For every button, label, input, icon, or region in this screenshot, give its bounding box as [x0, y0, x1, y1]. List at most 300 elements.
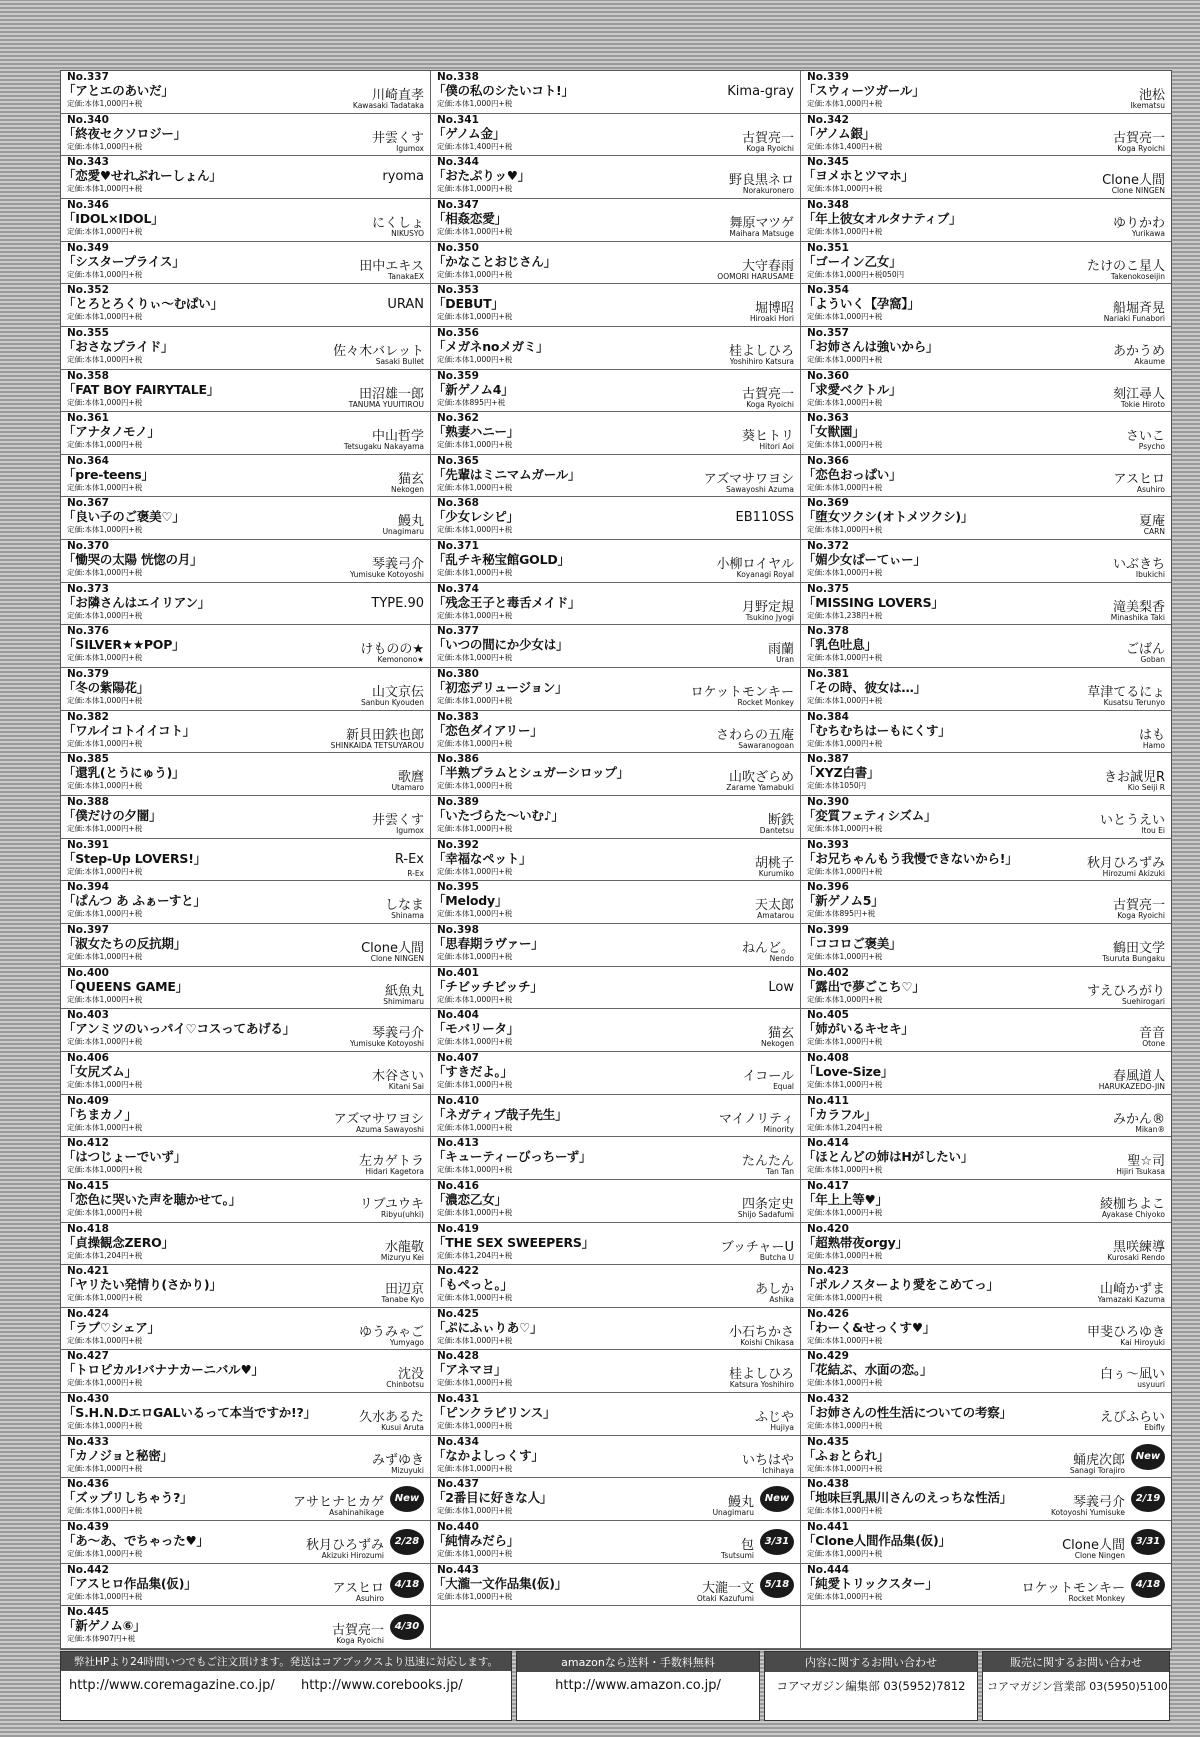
- book-author-romaji: Tetsugaku Nakayama: [343, 442, 424, 452]
- book-author: 大瀧一文: [701, 1580, 754, 1596]
- book-entry: [61, 1478, 431, 1521]
- book-author: はも: [1138, 727, 1165, 743]
- book-entry: [801, 1478, 1171, 1521]
- book-title: 「純情みだら」: [433, 1533, 520, 1549]
- release-badge: New: [390, 1486, 424, 1512]
- book-author-romaji: Yumyago: [389, 1337, 424, 1347]
- book-price: 定価:本体1,000円+税: [437, 909, 513, 919]
- book-author: アスヒロ: [1113, 471, 1165, 487]
- book-title: 「恋色に哭いた声を聴かせて。」: [63, 1191, 242, 1207]
- book-price: 定価:本体1,000円+税: [67, 1293, 143, 1303]
- book-number: No.421: [67, 1265, 109, 1278]
- book-author: きお誠児R: [1103, 770, 1165, 786]
- book-number: No.346: [67, 198, 109, 211]
- book-entry: [801, 1095, 1171, 1138]
- book-title: 「pre-teens」: [63, 466, 154, 482]
- book-entry: [431, 711, 801, 754]
- editorial-contact-heading: 内容に関するお問い合わせ: [765, 1652, 977, 1672]
- book-author-romaji: Hamo: [1142, 740, 1165, 750]
- book-title: 「Step-Up LOVERS!」: [63, 850, 206, 866]
- book-number: No.413: [437, 1137, 479, 1150]
- book-author: 山文京伝: [371, 685, 424, 701]
- book-author: R-Ex: [394, 851, 424, 867]
- book-price: 定価:本体1,000円+税: [437, 1122, 513, 1132]
- book-author-romaji: Takenokoseijin: [1110, 271, 1165, 281]
- book-author: Kima-gray: [727, 84, 794, 99]
- release-badge: 5/18: [760, 1572, 794, 1598]
- book-price: 定価:本体1,000円+税: [807, 1335, 883, 1345]
- book-number: No.375: [807, 582, 849, 595]
- book-author: ふじや: [754, 1410, 794, 1426]
- book-entry: [801, 1052, 1171, 1095]
- book-title: 「乳色吐息」: [803, 637, 877, 653]
- book-number: No.412: [67, 1137, 109, 1150]
- book-author-romaji: Koga Ryoichi: [336, 1636, 384, 1646]
- book-entry: [431, 455, 801, 498]
- book-number: No.396: [807, 881, 849, 894]
- book-number: No.435: [807, 1435, 849, 1448]
- book-author-romaji: Hiroaki Hori: [749, 314, 794, 324]
- book-entry: [61, 199, 431, 242]
- book-author-romaji: NIKUSYO: [391, 228, 424, 238]
- book-title: 「ぱんつ あ ふぁーすと」: [63, 893, 206, 909]
- book-author: Clone人間: [1102, 173, 1165, 189]
- book-number: No.391: [67, 838, 109, 851]
- book-price: 定価:本体1,000円+税: [807, 951, 883, 961]
- book-author-romaji: Minority: [763, 1124, 794, 1134]
- book-author: 古賀亮一: [741, 130, 794, 146]
- book-entry: [801, 540, 1171, 583]
- sales-contact-heading: 販売に関するお問い合わせ: [983, 1652, 1169, 1672]
- book-author-romaji: Ikematsu: [1130, 101, 1165, 110]
- book-entry: [801, 839, 1171, 882]
- book-price: 定価:本体1,238円+税: [807, 610, 883, 620]
- book-price: 定価:本体1,000円+税: [67, 312, 143, 322]
- book-entry: [801, 1564, 1171, 1607]
- book-number: No.357: [807, 326, 849, 339]
- book-entry: [801, 412, 1171, 455]
- book-entry: [431, 1265, 801, 1308]
- book-price: 定価:本体1,000円+税: [437, 568, 513, 578]
- book-author: Low: [768, 979, 794, 995]
- book-entry: [61, 1137, 431, 1180]
- book-catalog-grid: [60, 70, 1172, 1650]
- book-title: 「ぷにふぃりあ♡」: [433, 1319, 543, 1335]
- book-author: あかうめ: [1112, 343, 1165, 359]
- book-price: 定価:本体1,000円+税: [807, 738, 883, 748]
- book-number: No.347: [437, 198, 479, 211]
- book-author-romaji: Amatarou: [757, 911, 794, 921]
- book-author-romaji: Ribyu(uhki): [380, 1209, 424, 1219]
- book-title: 「かなことおじさん」: [433, 253, 557, 269]
- book-author: 久水あるた: [358, 1410, 424, 1426]
- book-author-romaji: Hujiya: [770, 1423, 794, 1433]
- book-entry: [61, 839, 431, 882]
- book-title: 「年上彼女オルタナティブ」: [803, 210, 962, 226]
- book-number: No.432: [807, 1393, 849, 1406]
- book-author: 音音: [1138, 1026, 1165, 1042]
- book-price: 定価:本体1,000円+税: [807, 1463, 883, 1473]
- book-author-romaji: Clone Ningen: [1074, 1551, 1125, 1561]
- book-entry: [61, 497, 431, 540]
- book-price: 定価:本体1,000円+税: [67, 824, 143, 834]
- book-number: No.426: [807, 1307, 849, 1320]
- book-number: No.363: [807, 412, 849, 425]
- book-author: いぶきち: [1112, 557, 1165, 573]
- book-author: ごばん: [1125, 642, 1165, 658]
- book-entry: [431, 753, 801, 796]
- book-title: 「ラブ♡シェア」: [63, 1319, 160, 1335]
- book-author: 古賀亮一: [1112, 898, 1165, 914]
- book-author: 滝美梨香: [1112, 599, 1165, 615]
- book-price: 定価:本体1,000円+税: [67, 397, 143, 407]
- book-title: 「変質フェティシズム」: [803, 808, 937, 824]
- book-author-romaji: Yoshihiro Katsura: [729, 356, 794, 366]
- coremagazine-link[interactable]: http://www.coremagazine.co.jp/: [69, 1678, 275, 1693]
- book-author: 葵ヒトリ: [741, 429, 794, 445]
- book-price: 定価:本体1,000円+税: [437, 824, 513, 834]
- book-price: 定価:本体1,000円+税: [437, 482, 513, 492]
- book-author-romaji: Kemonono★: [377, 655, 424, 665]
- book-author: 山吹ざらめ: [728, 770, 794, 786]
- book-author: 佐々木バレット: [333, 343, 424, 359]
- book-author: 野良黒ネロ: [728, 173, 794, 189]
- book-number: No.444: [807, 1563, 849, 1576]
- book-entry: [61, 1052, 431, 1095]
- book-entry: [801, 711, 1171, 754]
- book-author: 井雲くす: [371, 813, 424, 829]
- book-title: 「還乳(とうにゅう)」: [63, 765, 185, 781]
- book-entry: [61, 1180, 431, 1223]
- book-author-romaji: Yumisuke Kotoyoshi: [349, 570, 424, 580]
- book-entry: [61, 1521, 431, 1564]
- book-price: 定価:本体1,000円+税: [67, 909, 143, 919]
- book-title: 「シスタープライス」: [63, 253, 185, 269]
- book-title: 「地味巨乳黒川さんのえっちな性活」: [803, 1490, 1013, 1506]
- book-number: No.377: [437, 625, 479, 638]
- book-author-romaji: Igumox: [396, 826, 424, 836]
- book-title: 「アネマヨ」: [433, 1362, 507, 1378]
- book-entry: [431, 242, 801, 285]
- book-price: 定価:本体1,000円+税: [807, 1293, 883, 1303]
- book-author: 春風道人: [1112, 1068, 1165, 1084]
- book-entry: [801, 455, 1171, 498]
- book-author-romaji: Mikan®: [1135, 1124, 1165, 1134]
- book-author-romaji: Sanagi Torajiro: [1069, 1465, 1125, 1475]
- book-author: すえひろがり: [1086, 983, 1165, 999]
- book-price: 定価:本体1,000円+税: [67, 781, 143, 791]
- book-title: 「はつじょーでいず」: [63, 1149, 187, 1165]
- book-author: ryoma: [382, 169, 424, 185]
- book-author: ゆりかわ: [1112, 215, 1165, 231]
- book-entry: [801, 71, 1171, 114]
- book-number: No.374: [437, 582, 479, 595]
- book-price: 定価:本体1,000円+税: [437, 1463, 513, 1473]
- book-price: 定価:本体1,000円+税: [437, 696, 513, 706]
- book-title: 「ピンクラビリンス」: [433, 1405, 556, 1421]
- book-author: 沈没: [397, 1367, 424, 1383]
- book-number: No.358: [67, 369, 109, 382]
- book-price: 定価:本体1,000円+税: [67, 141, 143, 151]
- book-number: No.443: [437, 1563, 479, 1576]
- book-author: 鰻丸: [727, 1495, 754, 1511]
- book-number: No.380: [437, 668, 479, 681]
- book-title: 「THE SEX SWEEPERS」: [433, 1234, 595, 1250]
- book-author: 古賀亮一: [741, 386, 794, 402]
- book-author-romaji: Yumisuke Kotoyoshi: [349, 1039, 424, 1049]
- book-number: No.410: [437, 1094, 479, 1107]
- book-number: No.442: [67, 1563, 109, 1576]
- sales-contact-box: [982, 1651, 1170, 1721]
- book-author: しなま: [384, 898, 424, 914]
- book-title: 「超熟帯夜orgy」: [803, 1234, 908, 1250]
- book-price: 定価:本体1,000円+税: [437, 99, 513, 108]
- book-entry: [61, 412, 431, 455]
- book-author: Clone人間: [1062, 1538, 1125, 1554]
- book-price: 定価:本体1,000円+税: [67, 1122, 143, 1132]
- book-number: No.370: [67, 540, 109, 553]
- book-number: No.439: [67, 1521, 109, 1534]
- book-title: 「スウィーツガール」: [803, 83, 925, 98]
- book-author-romaji: Ebifly: [1144, 1423, 1165, 1433]
- book-number: No.361: [67, 412, 109, 425]
- book-entry: [801, 1393, 1171, 1436]
- book-number: No.433: [67, 1435, 109, 1448]
- book-author-romaji: R-Ex: [407, 868, 424, 878]
- book-price: 定価:本体1,000円+税: [437, 1079, 513, 1089]
- book-author: 琴義弓介: [371, 1026, 424, 1042]
- book-number: No.339: [807, 71, 849, 83]
- book-entry: [61, 455, 431, 498]
- book-entry: [801, 1223, 1171, 1266]
- book-price: 定価:本体1,000円+税: [67, 1421, 143, 1431]
- book-price: 定価:本体1,000円+税: [807, 397, 883, 407]
- book-price: 定価:本体1,000円+税: [807, 653, 883, 663]
- book-author-romaji: Kitani Sai: [388, 1081, 424, 1091]
- book-price: 定価:本体1,000円+税: [67, 226, 143, 236]
- book-price: 定価:本体1,000円+税: [807, 1421, 883, 1431]
- book-author: 田辺京: [384, 1282, 424, 1298]
- book-entry: [801, 1265, 1171, 1308]
- book-price: 定価:本体1,000円+税: [67, 1079, 143, 1089]
- book-title: 「モバリータ」: [433, 1021, 520, 1037]
- book-author: けものの★: [360, 642, 424, 658]
- book-author: 草津てるにょ: [1087, 685, 1165, 701]
- book-title: 「なかよしっくす」: [433, 1447, 544, 1463]
- book-price: 定価:本体1,000円+税: [807, 824, 883, 834]
- book-price: 定価:本体1,000円+税: [67, 610, 143, 620]
- book-author-romaji: TANUMA YUUITIROU: [348, 399, 424, 409]
- book-title: 「ゲノム銀」: [803, 125, 876, 141]
- book-number: No.384: [807, 710, 849, 723]
- book-entry: [61, 1308, 431, 1351]
- book-entry: [801, 1180, 1171, 1223]
- book-price: 定価:本体1,000円+税: [67, 1591, 143, 1601]
- book-author: 綾枷ちよこ: [1099, 1196, 1165, 1212]
- book-author-romaji: Koga Ryoichi: [746, 143, 794, 153]
- book-author: 夏庵: [1138, 514, 1165, 530]
- book-entry: [801, 881, 1171, 924]
- book-number: No.445: [67, 1606, 109, 1619]
- book-number: No.404: [437, 1009, 479, 1022]
- book-number: No.399: [807, 923, 849, 936]
- book-number: No.344: [437, 156, 479, 169]
- book-price: 定価:本体1,000円+税: [807, 568, 883, 578]
- book-number: No.366: [807, 454, 849, 467]
- book-number: No.353: [437, 284, 479, 297]
- release-badge: 4/30: [390, 1614, 424, 1640]
- book-number: No.431: [437, 1393, 479, 1406]
- book-title: 「アスヒロ作品集(仮)」: [63, 1575, 197, 1591]
- book-author: さわらの五庵: [715, 727, 794, 743]
- amazon-link[interactable]: http://www.amazon.co.jp/: [555, 1678, 721, 1693]
- book-author: 井雲くす: [371, 130, 424, 146]
- book-author-romaji: Unagimaru: [712, 1508, 754, 1518]
- book-author: URAN: [387, 297, 424, 313]
- book-author-romaji: Koga Ryoichi: [746, 399, 794, 409]
- release-badge: 3/31: [760, 1529, 794, 1555]
- book-price: 定価:本体1,000円+税: [437, 1165, 513, 1175]
- order-box-heading: 弊社HPより24時間いつでもご注文頂けます。発送はコアブックスより迅速に対応します。: [61, 1652, 511, 1671]
- book-title: 「大瀧一文作品集(仮)」: [433, 1575, 568, 1591]
- book-entry: [431, 1095, 801, 1138]
- book-author-romaji: Utamaro: [391, 783, 424, 793]
- book-price: 定価:本体1,000円+税: [67, 440, 143, 450]
- book-entry: [431, 881, 801, 924]
- book-author-romaji: Kurosaki Rendo: [1107, 1252, 1165, 1262]
- book-author-romaji: HARUKAZEDO-JIN: [1098, 1081, 1165, 1091]
- book-author-romaji: CARN: [1143, 527, 1165, 537]
- book-title: 「熟妻ハニー」: [433, 424, 520, 440]
- book-title: 「僕の私のシたいコト!」: [433, 83, 574, 98]
- book-author: 古賀亮一: [1112, 130, 1165, 146]
- book-author-romaji: Tanabe Kyo: [381, 1295, 424, 1305]
- book-price: 定価:本体1,000円+税: [437, 440, 513, 450]
- book-entry: [61, 796, 431, 839]
- book-price: 定価:本体1,000円+税: [67, 653, 143, 663]
- book-author-romaji: Equal: [773, 1081, 794, 1091]
- book-author-romaji: Sawayoshi Azuma: [726, 484, 794, 494]
- book-title: 「先輩はミニマムガール」: [433, 466, 581, 482]
- book-title: 「DEBUT」: [433, 296, 504, 312]
- book-author-romaji: Sasaki Bullet: [375, 356, 424, 366]
- book-title: 「おたぷりッ♥」: [433, 168, 531, 184]
- book-price: 定価:本体1,000円+税: [437, 226, 513, 236]
- book-number: No.393: [807, 838, 849, 851]
- book-number: No.351: [807, 241, 849, 254]
- book-author-romaji: Otone: [1142, 1039, 1165, 1049]
- book-title: 「相姦恋愛」: [433, 210, 507, 226]
- book-title: 「ゲノム金」: [433, 125, 506, 141]
- book-author: 桂よしひろ: [728, 343, 794, 359]
- book-author-romaji: Clone NINGEN: [1111, 186, 1165, 196]
- book-author-romaji: Nariaki Funabori: [1103, 314, 1165, 324]
- book-entry: [801, 967, 1171, 1010]
- book-author-romaji: Itou Ei: [1141, 826, 1165, 836]
- book-entry: [801, 796, 1171, 839]
- book-price: 定価:本体1,000円+税: [807, 1378, 883, 1388]
- book-title: 「姉がいるキセキ」: [803, 1021, 914, 1037]
- book-entry: [801, 668, 1171, 711]
- book-number: No.437: [437, 1478, 479, 1491]
- book-author-romaji: Hirozumi Akizuki: [1102, 868, 1165, 878]
- book-entry: [431, 583, 801, 626]
- book-author: 琴義弓介: [371, 557, 424, 573]
- book-title: 「乱チキ秘宝館GOLD」: [433, 552, 570, 568]
- book-entry: [61, 1393, 431, 1436]
- book-number: No.414: [807, 1137, 849, 1150]
- book-number: No.382: [67, 710, 109, 723]
- book-title: 「アナタノモノ」: [63, 424, 160, 440]
- book-entry: [61, 1436, 431, 1479]
- book-title: 「チビッチビッチ」: [433, 978, 543, 994]
- book-number: No.422: [437, 1265, 479, 1278]
- book-author-romaji: Zarame Yamabuki: [726, 783, 794, 793]
- book-author: 猫玄: [397, 471, 424, 487]
- book-entry: [431, 967, 801, 1010]
- book-entry: [61, 967, 431, 1010]
- book-author: さいこ: [1125, 429, 1165, 445]
- book-number: No.367: [67, 497, 109, 510]
- book-entry: [61, 1009, 431, 1052]
- book-entry: [431, 1180, 801, 1223]
- corebooks-link[interactable]: http://www.corebooks.jp/: [301, 1678, 463, 1693]
- book-number: No.392: [437, 838, 479, 851]
- book-author: 月野定規: [741, 599, 794, 615]
- book-entry: [61, 71, 431, 114]
- book-price: 定価:本体1,000円+税: [437, 1421, 513, 1431]
- book-author-romaji: Tokie Hiroto: [1120, 399, 1165, 409]
- book-entry: [61, 1265, 431, 1308]
- book-title: 「ココロご褒美」: [803, 935, 902, 951]
- book-author-romaji: Mizuryu Kei: [380, 1252, 424, 1262]
- book-price: 定価:本体1,000円+税: [807, 1250, 883, 1260]
- book-entry: [801, 924, 1171, 967]
- book-title: 「FAT BOY FAIRYTALE」: [63, 381, 220, 397]
- book-author: 木谷さい: [371, 1068, 424, 1084]
- book-entry: [431, 327, 801, 370]
- book-title: 「思春期ラヴァー」: [433, 935, 544, 951]
- book-entry: [431, 412, 801, 455]
- book-title: 「お姉さんは強いから」: [803, 338, 939, 354]
- book-entry: [431, 625, 801, 668]
- book-entry: [431, 1436, 801, 1479]
- book-number: No.360: [807, 369, 849, 382]
- book-author-romaji: Igumox: [396, 143, 424, 153]
- book-title: 「ゴーイン乙女」: [803, 253, 902, 269]
- book-author: ゆうみゃご: [358, 1324, 424, 1340]
- book-number: No.364: [67, 454, 109, 467]
- book-title: 「花結ぶ、水面の恋。」: [803, 1362, 933, 1378]
- book-author: 中山哲学: [371, 429, 424, 445]
- book-price: 定価:本体1,204円+税: [67, 1250, 143, 1260]
- book-title: 「ズップリしちゃう?」: [63, 1490, 193, 1506]
- book-author-romaji: Uran: [776, 655, 794, 665]
- book-author: アズマサワヨシ: [333, 1111, 424, 1127]
- book-entry: [431, 540, 801, 583]
- book-price: 定価:本体1,000円+税: [437, 610, 513, 620]
- book-entry: [61, 1564, 431, 1607]
- book-entry: [431, 1137, 801, 1180]
- book-entry: [61, 1350, 431, 1393]
- book-title: 「お兄ちゃんもう我慢できないから!」: [803, 850, 1018, 866]
- book-author-romaji: Ichihaya: [762, 1465, 794, 1475]
- release-badge: 3/31: [1131, 1529, 1165, 1555]
- book-author: にくしょ: [371, 215, 424, 231]
- book-author-romaji: Hidari Kagetora: [365, 1167, 424, 1177]
- book-author: 白ぅ〜凪い: [1099, 1367, 1165, 1383]
- book-number: No.386: [437, 753, 479, 766]
